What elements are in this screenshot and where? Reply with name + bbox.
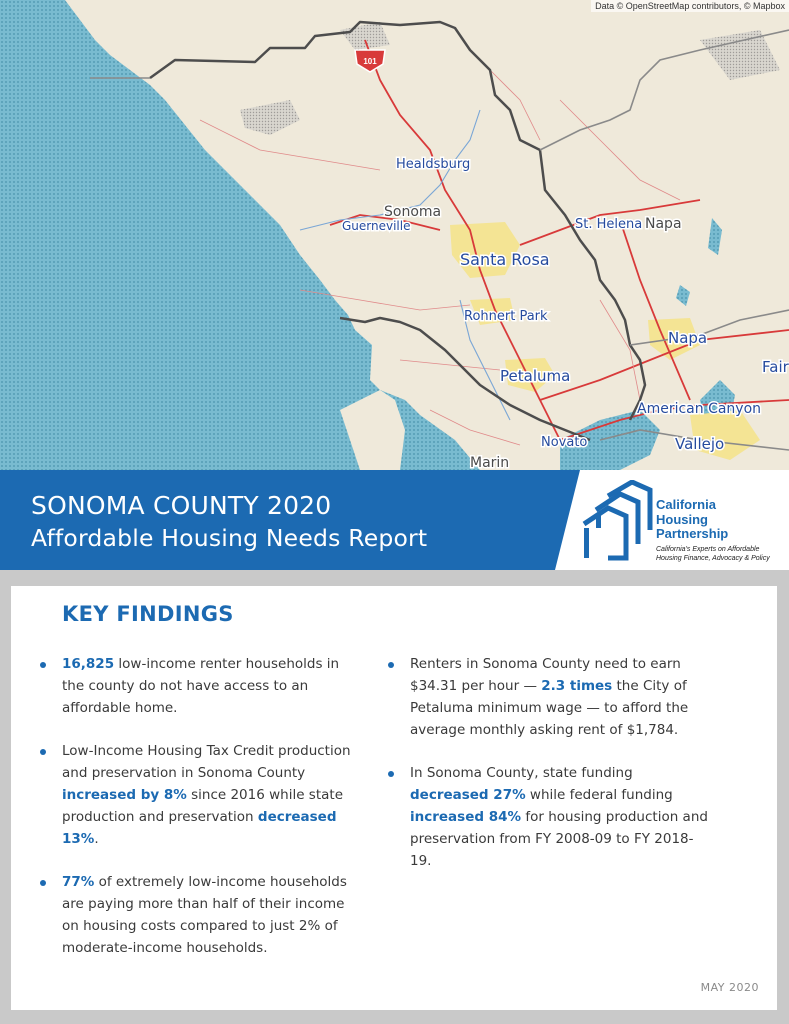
report-date: MAY 2020: [700, 981, 759, 994]
finding-text: the City of Petaluma minimum wage — to afford the average monthly asking rent of $1,784.: [410, 678, 689, 738]
finding-item: [62, 653, 362, 719]
finding-highlight: increased by 8%: [62, 787, 187, 803]
finding-item: [62, 871, 362, 959]
label-novato: Novato: [541, 435, 588, 450]
label-sonoma: Sonoma: [384, 204, 442, 220]
label-napa-county: Napa: [645, 216, 682, 232]
logo-tagline-line1: California's Experts on Affordable: [656, 545, 760, 553]
label-santa-rosa: Santa Rosa: [460, 250, 550, 269]
label-guerneville: Guerneville: [342, 219, 411, 233]
finding-text: for housing production and preservation from FY 2008-09 to FY 2018-19.: [410, 809, 708, 869]
finding-text: Low-Income Housing Tax Credit production and preservation in Sonoma County: [62, 743, 351, 781]
finding-text: Renters in Sonoma County need to earn $34.31 per hour —: [410, 656, 681, 694]
label-healdsburg: Healdsburg: [396, 157, 471, 172]
map-attribution: Data © OpenStreetMap contributors, © Mapbox: [591, 0, 789, 12]
label-american-canyon: American Canyon: [637, 401, 762, 417]
label-rohnert-park: Rohnert Park: [464, 309, 548, 324]
label-napa: Napa: [668, 329, 708, 347]
logo-name-line2: Housing: [656, 511, 708, 527]
finding-highlight: 2.3 times: [541, 678, 613, 694]
sonoma-county-map: [0, 0, 789, 470]
logo-name-line3: Partnership: [656, 526, 729, 541]
chp-logo: [656, 498, 770, 563]
label-marin: Marin: [470, 455, 510, 470]
finding-highlight: 77%: [62, 874, 95, 890]
label-vallejo: Vallejo: [675, 435, 725, 453]
chp-logo-icon: [578, 480, 654, 562]
logo-tagline: [656, 545, 770, 563]
bullet-icon: [40, 662, 46, 668]
finding-highlight: decreased 13%: [62, 809, 337, 847]
finding-text: In Sonoma County, state funding: [410, 765, 633, 781]
finding-text: since 2016 while state production and preservation: [62, 787, 344, 825]
finding-item: [410, 653, 714, 741]
findings-right-column: [410, 653, 714, 893]
bullet-icon: [40, 749, 46, 755]
bullet-icon: [388, 771, 394, 777]
finding-item: [62, 740, 362, 850]
finding-highlight: 16,825: [62, 656, 115, 672]
bullet-icon: [40, 880, 46, 886]
report-title-line2: Affordable Housing Needs Report: [31, 524, 428, 552]
title-banner: [0, 470, 789, 570]
finding-text: low-income renter households in the county do not have access to an affordable home.: [62, 656, 340, 716]
report-title-line1: SONOMA COUNTY 2020: [31, 491, 332, 520]
finding-highlight: decreased 27%: [410, 787, 526, 803]
key-findings-card: [11, 586, 777, 1010]
finding-item: [410, 762, 714, 872]
bullet-icon: [388, 662, 394, 668]
logo-tagline-line2: Housing Finance, Advocacy & Policy: [656, 554, 770, 562]
logo-name-line1: California: [656, 497, 716, 512]
finding-highlight: increased 84%: [410, 809, 522, 825]
label-petaluma: Petaluma: [500, 367, 571, 385]
finding-text: .: [94, 831, 99, 847]
highway-101-label: 101: [363, 57, 377, 66]
label-st-helena: St. Helena: [575, 217, 643, 232]
key-findings-heading: KEY FINDINGS: [62, 602, 234, 626]
report-title: [31, 490, 427, 554]
finding-text: of extremely low-income households are paying more than half of their income on housing costs compared to just 2% of moderate-income households.: [62, 874, 347, 956]
findings-left-column: [62, 653, 362, 980]
label-fair: Fair: [762, 358, 789, 376]
finding-text: while federal funding: [525, 787, 673, 803]
